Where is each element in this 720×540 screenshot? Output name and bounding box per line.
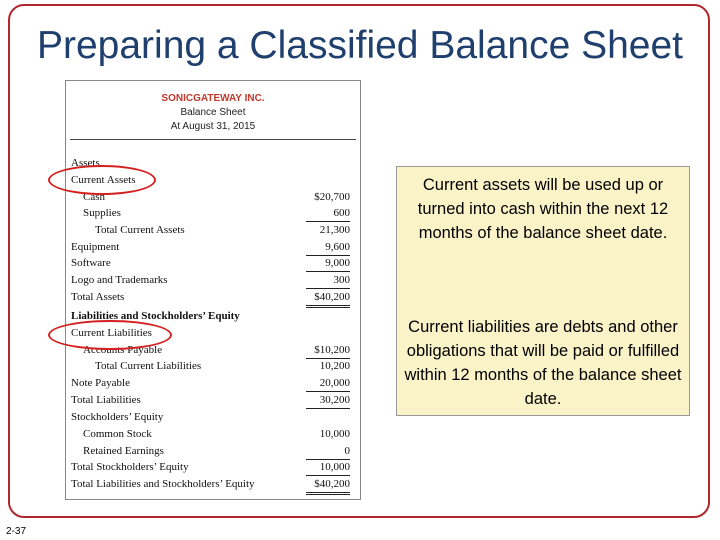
- header-rule: [70, 139, 356, 140]
- row-label-liabilities-equity: Liabilities and Stockholders’ Equity: [71, 310, 240, 322]
- slide-title: Preparing a Classified Balance Sheet: [36, 24, 684, 67]
- row-label-current-liabilities: Current Liabilities: [71, 327, 152, 339]
- row-label-total-liabilities: Total Liabilities: [71, 394, 141, 406]
- row-label-software: Software: [71, 257, 111, 269]
- row-label-current-assets: Current Assets: [71, 174, 136, 186]
- row-label-assets: Assets: [71, 157, 100, 169]
- row-label-total-stockholders-equity: Total Stockholders’ Equity: [71, 461, 189, 473]
- row-amount-software: 9,000: [306, 255, 350, 272]
- row-amount-total-liabilities-equity: $40,200: [306, 476, 350, 495]
- row-amount-logo-trademarks: 300: [306, 272, 350, 289]
- row-label-logo-trademarks: Logo and Trademarks: [71, 274, 168, 286]
- balance-sheet: [65, 80, 361, 500]
- slide-number: 2-37: [6, 526, 27, 537]
- row-label-stockholders-equity: Stockholders’ Equity: [71, 411, 164, 423]
- row-amount-supplies: 600: [306, 205, 350, 222]
- row-label-cash: Cash: [83, 191, 105, 203]
- row-amount-equipment: 9,600: [306, 239, 350, 256]
- statement-name: Balance Sheet: [180, 107, 246, 118]
- row-label-total-current-assets: Total Current Assets: [95, 224, 185, 236]
- row-label-accounts-payable: Accounts Payable: [83, 344, 163, 356]
- current-assets-highlight-circle: [48, 165, 156, 195]
- row-amount-cash: $20,700: [314, 191, 350, 203]
- row-label-common-stock: Common Stock: [83, 428, 152, 440]
- row-amount-total-assets: $40,200: [306, 289, 350, 308]
- row-label-retained-earnings: Retained Earnings: [83, 445, 164, 457]
- current-liabilities-highlight-circle: [48, 320, 172, 350]
- row-label-total-current-liabilities: Total Current Liabilities: [95, 360, 202, 372]
- row-amount-accounts-payable: $10,200: [306, 342, 350, 359]
- row-label-supplies: Supplies: [83, 207, 121, 219]
- current-liabilities-note: Current liabilities are debts and other obligations that will be paid or fulfilled within 12 months of the balance sheet date.: [404, 318, 682, 408]
- statement-date: At August 31, 2015: [170, 121, 256, 132]
- current-assets-note: Current assets will be used up or turned into cash within the next 12 months of the balance sheet date.: [417, 176, 669, 242]
- row-label-total-assets: Total Assets: [71, 291, 125, 303]
- row-amount-total-liabilities: 30,200: [306, 392, 350, 409]
- row-amount-common-stock: 10,000: [319, 428, 350, 440]
- row-amount-retained-earnings: 0: [306, 443, 350, 460]
- explanation-callout: [396, 166, 690, 416]
- row-amount-total-current-assets: 21,300: [319, 224, 350, 236]
- row-label-equipment: Equipment: [71, 241, 120, 253]
- row-label-total-liabilities-equity: Total Liabilities and Stockholders’ Equity: [71, 478, 255, 490]
- company-name: SONICGATEWAY INC.: [161, 93, 265, 104]
- row-amount-total-current-liabilities: 10,200: [319, 360, 350, 372]
- row-amount-total-stockholders-equity: 10,000: [306, 459, 350, 476]
- row-amount-note-payable: 20,000: [306, 375, 350, 392]
- row-label-note-payable: Note Payable: [71, 377, 130, 389]
